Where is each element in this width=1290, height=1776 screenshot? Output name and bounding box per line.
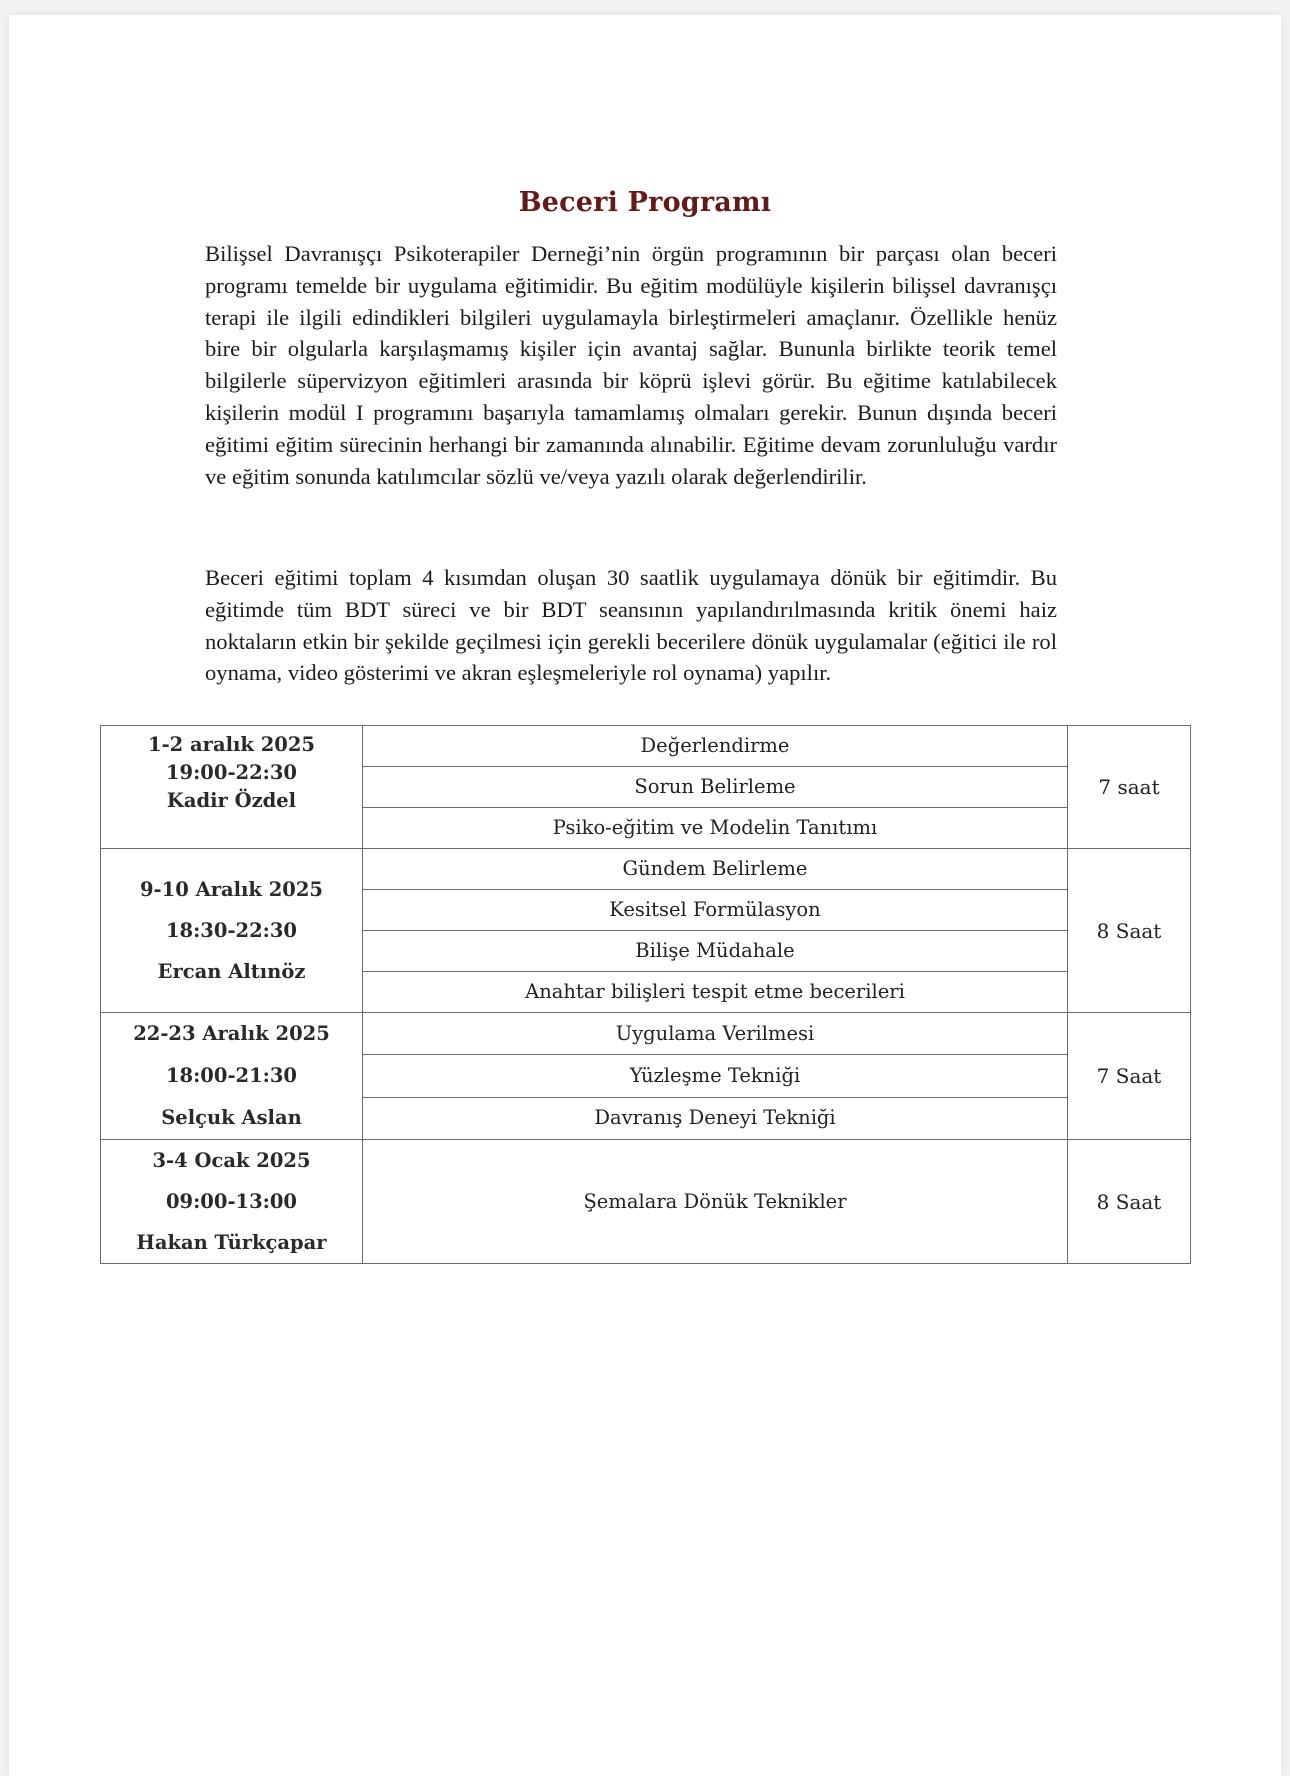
session-instructor: Selçuk Aslan xyxy=(161,1106,302,1129)
session-topic: Uygulama Verilmesi xyxy=(363,1013,1068,1055)
table-row xyxy=(101,1140,1191,1264)
session-date: 3-4 Ocak 2025 xyxy=(152,1149,311,1172)
session-info-cell xyxy=(101,726,363,849)
session-duration: 7 saat xyxy=(1068,726,1191,849)
session-topic: Kesitsel Formülasyon xyxy=(363,890,1068,931)
session-topic: Gündem Belirleme xyxy=(363,849,1068,890)
session-topic: Anahtar bilişleri tespit etme becerileri xyxy=(363,972,1068,1013)
session-instructor: Ercan Altınöz xyxy=(157,960,306,983)
schedule-table xyxy=(100,725,1191,1264)
session-date: 9-10 Aralık 2025 xyxy=(139,878,323,901)
document-page xyxy=(9,15,1281,1776)
session-time: 18:00-21:30 xyxy=(165,1064,298,1087)
intro-paragraph: Bilişsel Davranışçı Psikoterapiler Derneği’nin örgün programının bir parçası olan beceri programı temelde bir uygulama eğitimidir. Bu eğitim modülüyle kişilerin bilişsel davranışçı terapi ile ilgili edindikleri bilgileri uygulamayla birleştirmeleri amaçlanır. Özellikle henüz bire bir olgularla karşılaşmamış kişiler için avantaj sağlar. Bununla birlikte teorik temel bilgilerle süpervizyon eğitimleri arasında bir köprü işlevi görür. Bu eğitime katılabilecek kişilerin modül I programını başarıyla tamamlamış olmaları gerekir. Bunun dışında beceri eğitimi eğitim sürecinin herhangi bir zamanında alınabilir. Eğitime devam zorunluluğu vardır ve eğitim sonunda katılımcılar sözlü ve/veya yazılı olarak değerlendirilir. xyxy=(205,241,1057,489)
session-duration: 8 Saat xyxy=(1068,1140,1191,1264)
details-paragraph: Beceri eğitimi toplam 4 kısımdan oluşan 30 saatlik uygulamaya dönük bir eğitimdir. Bu eğitimde tüm BDT süreci ve bir BDT seansının yapılandırılmasında kritik önemi haiz noktaların etkin bir şekilde geçilmesi için gerekli becerilere dönük uygulamalar (eğitici ile rol oynama, video gösterimi ve akran eşleşmeleriyle rol oynama) yapılır. xyxy=(205,565,1057,686)
session-topic: Psiko-eğitim ve Modelin Tanıtımı xyxy=(363,808,1068,849)
session-info-cell xyxy=(101,1013,363,1140)
table-row xyxy=(101,849,1191,890)
session-topic: Davranış Deneyi Tekniği xyxy=(363,1097,1068,1139)
session-topic: Sorun Belirleme xyxy=(363,767,1068,808)
page-title: Beceri Programı xyxy=(518,187,772,218)
session-date: 1-2 aralık 2025 xyxy=(148,733,315,756)
session-duration: 8 Saat xyxy=(1068,849,1191,1013)
table-row xyxy=(101,726,1191,767)
session-instructor: Hakan Türkçapar xyxy=(136,1231,327,1254)
session-date: 22-23 Aralık 2025 xyxy=(133,1022,330,1045)
session-duration: 7 Saat xyxy=(1068,1013,1191,1140)
session-info-cell xyxy=(101,849,363,1013)
table-row xyxy=(101,1013,1191,1055)
session-time: 18:30-22:30 xyxy=(165,919,298,942)
session-time: 19:00-22:30 xyxy=(165,761,298,784)
session-topic: Bilişe Müdahale xyxy=(363,931,1068,972)
session-instructor: Kadir Özdel xyxy=(166,789,297,812)
session-topic: Yüzleşme Tekniği xyxy=(363,1055,1068,1097)
session-topic: Şemalara Dönük Teknikler xyxy=(363,1140,1068,1264)
session-info-cell xyxy=(101,1140,363,1264)
session-time: 09:00-13:00 xyxy=(165,1190,298,1213)
session-topic: Değerlendirme xyxy=(363,726,1068,767)
